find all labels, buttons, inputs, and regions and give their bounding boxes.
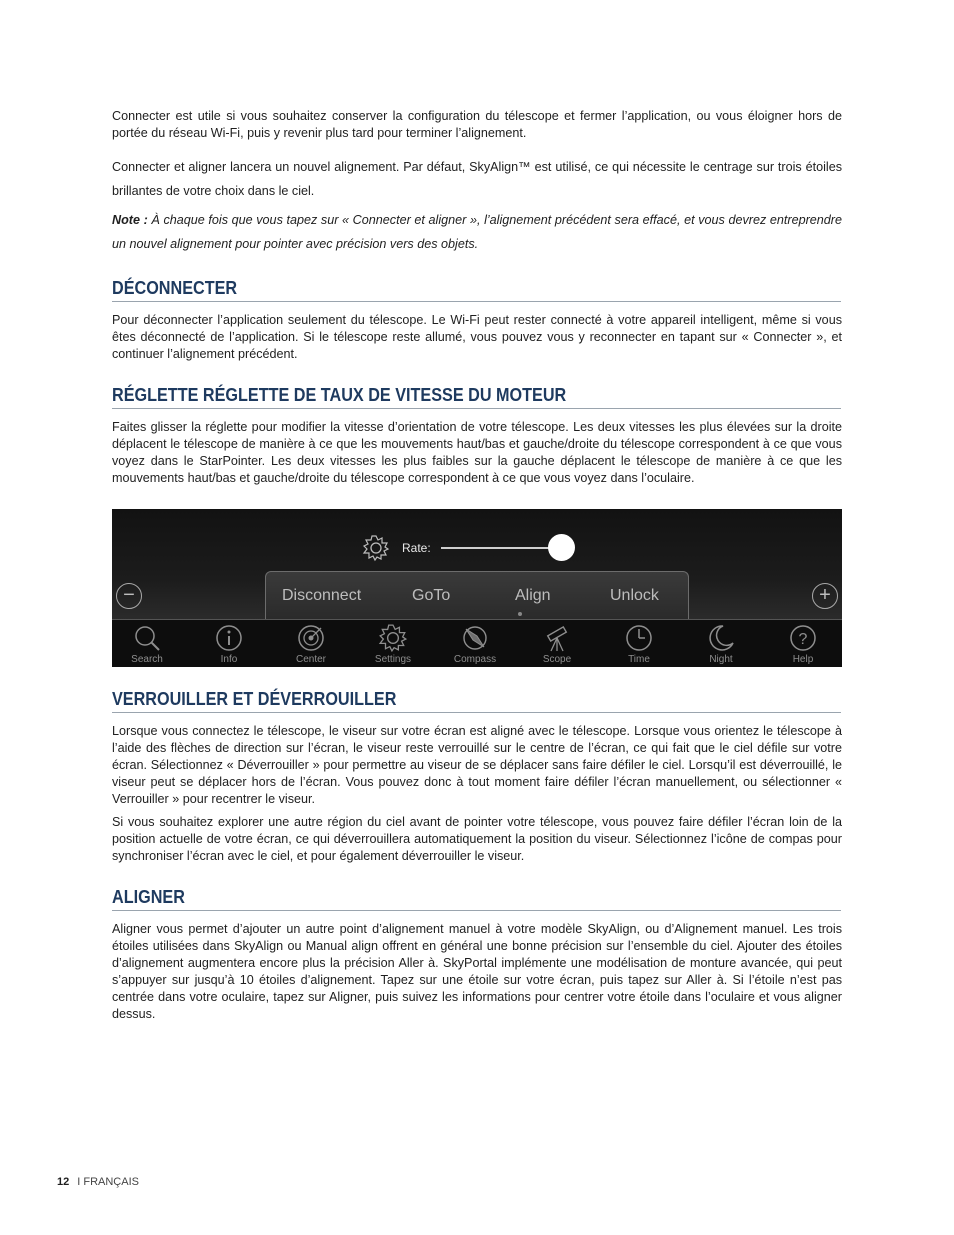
tab-label: Compass	[453, 654, 497, 665]
tab-time[interactable]	[604, 623, 674, 666]
plus-button[interactable]: +	[812, 583, 838, 609]
rate-slider-knob[interactable]	[548, 534, 575, 561]
tab-compass[interactable]	[440, 623, 510, 666]
unlock-button[interactable]: Unlock	[610, 587, 659, 604]
action-panel	[265, 571, 689, 620]
app-screenshot	[112, 509, 842, 667]
telescope-icon	[542, 623, 572, 653]
search-icon	[132, 623, 162, 653]
tab-label: Center	[295, 654, 326, 665]
rate-control	[362, 533, 561, 563]
tab-settings[interactable]	[358, 623, 428, 666]
page-indicator-dot	[518, 612, 522, 616]
heading-deconnecter: DÉCONNECTER	[112, 278, 841, 302]
bottom-tab-bar	[112, 619, 842, 667]
note-text: À chaque fois que vous tapez sur « Connecter et aligner », l’alignement précédent sera effacé, et vous devrez entreprendre un nouvel alignement pour pointer avec précision vers des objets.	[112, 213, 842, 251]
footer-language: I FRANÇAIS	[77, 1176, 139, 1188]
align-button[interactable]: Align	[515, 587, 551, 604]
svg-text:?: ?	[798, 631, 808, 648]
verrouiller-paragraph-2: Si vous souhaitez explorer une autre région du ciel avant de pointer votre télescope, vous pouvez faire défiler l’écran loin de la position actuelle de votre écran, ce qui déverrouillera automatiquement la position du viseur. Sélectionnez l’icône de compas pour synchroniser l’écran avec le ciel, et pour également déverrouiller le viseur.	[112, 815, 842, 863]
tab-info[interactable]	[194, 623, 264, 666]
page-number: 12	[57, 1176, 70, 1188]
tab-label: Info	[220, 654, 238, 665]
heading-reglette: RÉGLETTE RÉGLETTE DE TAUX DE VITESSE DU MOTEUR	[112, 385, 841, 409]
help-icon	[788, 623, 818, 653]
compass-icon	[460, 623, 490, 653]
tab-label: Search	[131, 654, 163, 665]
note-label: Note :	[112, 213, 148, 227]
section-heading-wrapper	[112, 689, 842, 713]
aligner-paragraph: Aligner vous permet d’ajouter un autre point d’alignement manuel à votre modèle SkyAlign, ou d’Alignement manuel. Les trois étoiles utilisées dans SkyAlign ou Manual align offrent en général une bonne précision sur l’ensemble du ciel. Ajouter des étoiles d’alignement augmentera encore plus la précision Aller à. SkyPortal implémente une modélisation de monture avancée, qui peut s’appuyer sur jusqu’à 10 étoiles d’alignement. Tapez sur une étoile sur votre écran, puis tapez sur Aller à. Si l’étoile n’est pas centrée dans votre oculaire, tapez sur Aligner, puis suivez les informations pour centrer votre étoile dans l’oculaire et vous aligner dessus.	[112, 922, 842, 1021]
heading-aligner: ALIGNER	[112, 887, 841, 911]
section-heading-wrapper	[112, 385, 842, 409]
deconnecter-paragraph: Pour déconnecter l’application seulement du télescope. Le Wi-Fi peut rester connecté à votre appareil intelligent, même si vous êtes déconnecté de l’application. Si le télescope reste allumé, vous pouvez vous y reconnecter en tapant sur « Connecter », et continuer l’alignement précédent.	[112, 313, 842, 361]
section-heading-wrapper	[112, 278, 842, 302]
tab-label: Night	[709, 654, 733, 665]
clock-icon	[624, 623, 654, 653]
disconnect-button[interactable]: Disconnect	[282, 587, 362, 604]
reglette-paragraph: Faites glisser la réglette pour modifier la vitesse d’orientation de votre télescope. Les deux vitesses les plus élevées sur la droite déplacent le télescope de manière à ce que les mouvements haut/bas et gauche/droite du télescope correspondent à ce que vous voyez dans le StarPointer. Les deux vitesses les plus faibles sur la gauche déplacent le télescope de manière à ce que les mouvements haut/bas et gauche/droite du télescope correspondent à ce que vous voyez dans l’oculaire.	[112, 420, 842, 485]
page-footer	[57, 1176, 139, 1188]
tab-label: Settings	[374, 654, 412, 665]
intro-paragraph-1: Connecter est utile si vous souhaitez conserver la configuration du télescope et fermer l’application, ou vous éloigner hors de portée du réseau Wi-Fi, puis y revenir plus tard pour terminer l’alignement.	[112, 109, 842, 140]
tab-center[interactable]	[276, 623, 346, 666]
note-paragraph	[112, 208, 842, 256]
gear-icon[interactable]	[362, 534, 390, 562]
tab-label: Scope	[542, 654, 572, 665]
tab-help[interactable]	[768, 623, 838, 666]
tab-search[interactable]	[112, 623, 182, 666]
moon-icon	[706, 623, 736, 653]
verrouiller-paragraph-1: Lorsque vous connectez le télescope, le viseur sur votre écran est aligné avec le télescope. Lorsque vous orientez le télescope à l’aide des flèches de direction sur l’écran, le viseur reste verrouillé sur le centre de l’écran, ce qui fait que le ciel défile sur votre écran. Sélectionnez « Déverrouiller » pour permettre au viseur de se déplacer sans faire défiler le ciel. Lorsqu’il est déverrouillé, le viseur peut se déplacer hors de l’écran. Vous pouvez donc à tout moment faire défiler l’écran manuellement, ou sélectionner « Verrouiller » pour recentrer le viseur.	[112, 724, 842, 806]
goto-button[interactable]: GoTo	[412, 587, 451, 604]
page-content	[112, 108, 842, 1023]
tab-scope[interactable]	[522, 623, 592, 666]
tab-label: Time	[628, 654, 650, 665]
tab-label: Help	[792, 654, 814, 665]
rate-label: Rate:	[402, 541, 431, 555]
rate-slider-track[interactable]	[441, 547, 561, 549]
info-icon	[214, 623, 244, 653]
intro-paragraph-2: Connecter et aligner lancera un nouvel alignement. Par défaut, SkyAlign™ est utilisé, ce qui nécessite le centrage sur trois étoiles brillantes de votre choix dans le ciel.	[112, 160, 842, 198]
tab-night[interactable]	[686, 623, 756, 666]
minus-button[interactable]: −	[116, 583, 142, 609]
heading-verrouiller: VERROUILLER ET DÉVERROUILLER	[112, 689, 841, 713]
gear-icon	[378, 623, 408, 653]
section-heading-wrapper	[112, 887, 842, 911]
target-icon	[296, 623, 326, 653]
